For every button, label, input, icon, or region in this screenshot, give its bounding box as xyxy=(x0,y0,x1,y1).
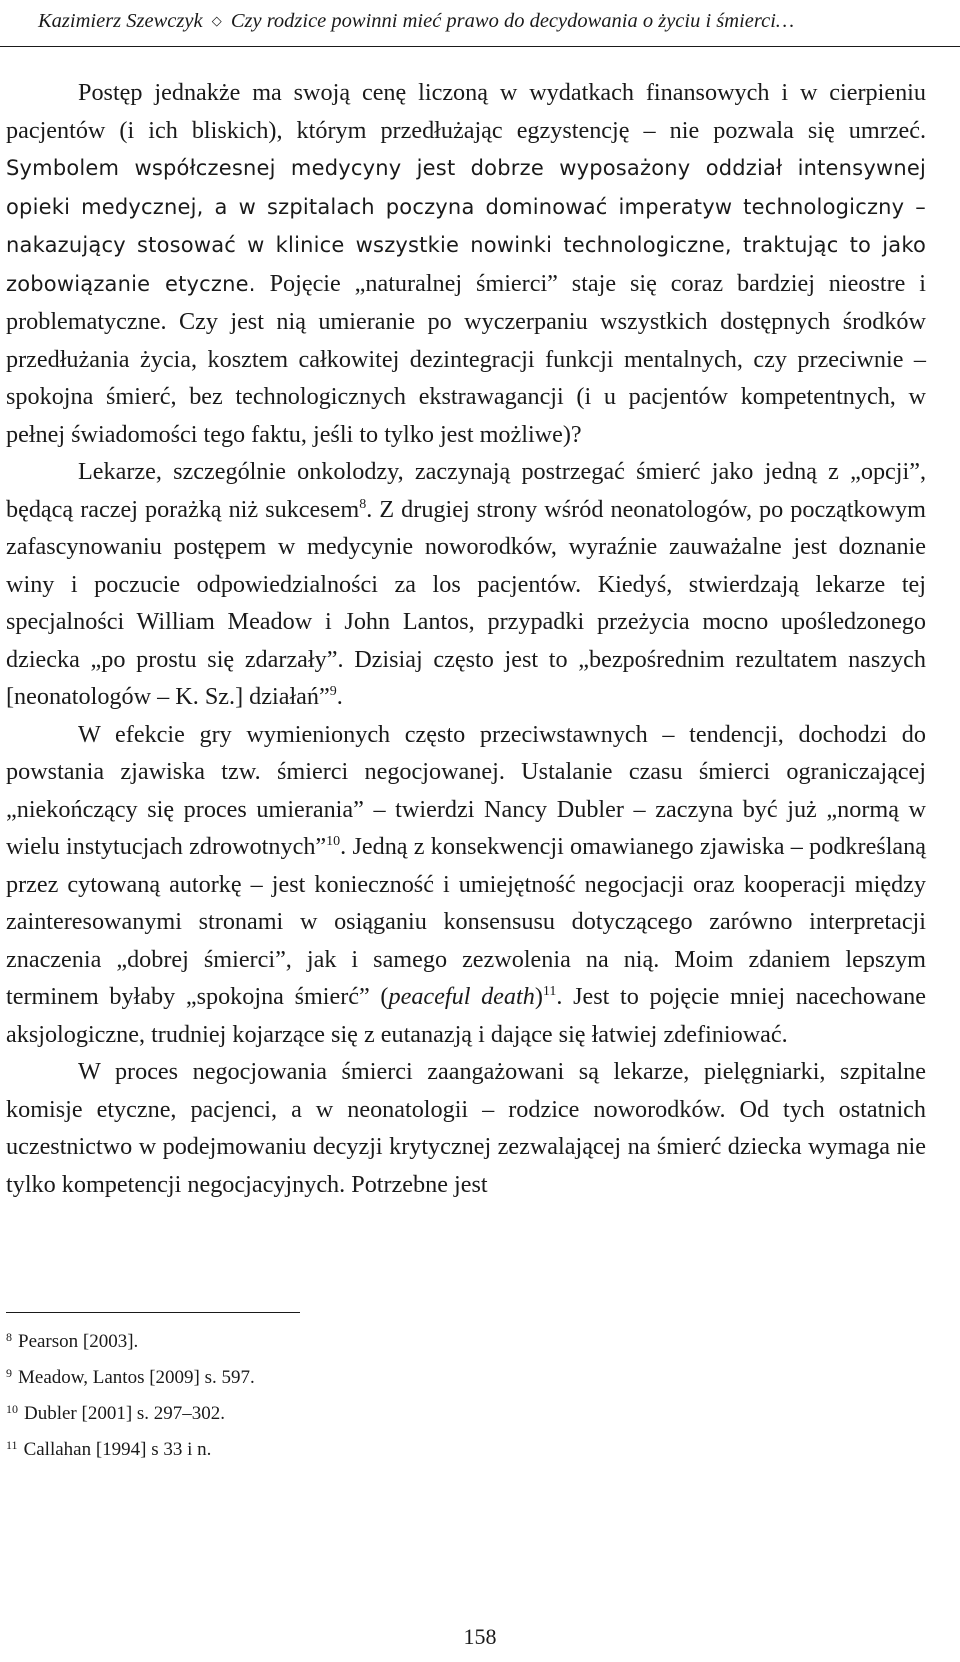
paragraph-1-part-b: Symbolem współczesnej medycyny jest dobrze wyposażony oddział intensywnej opieki medycznej, a w szpitalach poczyna dominować imperatyw technologiczny – nakazujący stosować w klinice wszystkie nowinki technologiczne, traktując to jako zobowiązanie etyczne. xyxy=(6,156,926,296)
footnote-ref-11[interactable]: 11 xyxy=(542,984,557,999)
paragraph-3-italic-term: peaceful death xyxy=(388,983,535,1010)
footnotes xyxy=(6,1330,255,1474)
footnote-number: 8 xyxy=(6,1330,12,1344)
paragraph-1-part-a: Postęp jednakże ma swoją cenę liczoną w wydatkach finansowych i w cierpieniu pacjentów (i ich bliskich), którym przedłużając egzystencję – nie pozwala się umrzeć. xyxy=(6,79,926,144)
header-title: Czy rodzice powinni mieć prawo do decydowania o życiu i śmierci… xyxy=(230,10,795,32)
footnote-number: 10 xyxy=(6,1402,18,1416)
paragraph-2 xyxy=(6,453,926,716)
paragraph-3-part-c: ) xyxy=(534,983,543,1010)
footnote-item xyxy=(6,1402,255,1438)
header-separator: ◇ xyxy=(211,13,222,28)
footnote-ref-8[interactable]: 8 xyxy=(359,496,367,512)
footnote-text: Dubler [2001] s. 297–302. xyxy=(24,1403,226,1424)
paragraph-1 xyxy=(6,74,926,453)
footnote-ref-9[interactable]: 9 xyxy=(329,684,337,699)
footnote-text: Meadow, Lantos [2009] s. 597. xyxy=(18,1367,255,1388)
header-author: Kazimierz Szewczyk xyxy=(38,10,203,32)
paragraph-3-part-a: W efekcie gry wymienionych często przeciwstawnych – tendencji, dochodzi do powstania zjawiska tzw. śmierci negocjowanej. Ustalanie czasu śmierci ograniczającej „niekończący się proces umierania” – twierdzi Nancy Dubler – zaczyna być już „normą w wielu instytucjach zdrowotnych” xyxy=(6,720,926,860)
paragraph-4-text: W proces negocjowania śmierci zaangażowani są lekarze, pielęgniarki, szpitalne komisje etyczne, pacjenci, a w neonatologii – rodzice noworodków. Od tych ostatnich uczestnictwo w podejmowaniu decyzji krytycznej zezwalającej na śmierć dziecka wymaga nie tylko kompetencji negocjacyjnych. Potrzebne jest xyxy=(6,1058,926,1198)
paragraph-3-part-b: . Jedną z konsekwencji omawianego zjawiska – podkreślaną przez cytowaną autorkę – jest konieczność i umiejętność negocjacji oraz kooperacji między zainteresowanymi stronami w osiąganiu konsensusu dotyczącego zarówno interpretacji znaczenia „dobrej śmierci”, jak i samego zezwolenia na nią. Moim zdaniem lepszym terminem byłaby „spokojna śmierć” ( xyxy=(6,833,927,1010)
paragraph-3 xyxy=(6,716,926,1054)
footnote-text: Pearson [2003]. xyxy=(18,1331,139,1352)
footnote-item xyxy=(6,1366,255,1402)
footnote-number: 9 xyxy=(6,1366,12,1380)
paragraph-2-part-b: . Z drugiej strony wśród neonatologów, po początkowym zafascynowaniu postępem w medycynie noworodków, wyraźnie zauważalne jest doznanie winy i poczucie odpowiedzialności za los pacjentów. Kiedyś, stwierdzają lekarze tej specjalności William Meadow i John Lantos, przypadki przeżycia mocno upośledzonego dziecka „po prostu się zdarzały”. Dzisiaj często jest to „bezpośrednim rezultatem naszych [neonatologów – K. Sz.] działań” xyxy=(6,495,926,710)
footnote-item xyxy=(6,1330,255,1366)
footnote-item xyxy=(6,1438,255,1474)
paragraph-3-part-d: . Jest to pojęcie mniej nacechowane aksjologiczne, trudniej kojarzące się z eutanazją i dające się łatwiej zdefiniować. xyxy=(6,983,926,1048)
paragraph-4 xyxy=(6,1053,926,1203)
paragraph-1-part-c: Pojęcie „naturalnej śmierci” staje się coraz bardziej nieostre i problematyczne. Czy jest nią umieranie po wyczerpaniu wszystkich dostępnych środków przedłużania życia, kosztem całkowitej dezintegracji funkcji mentalnych, czy przeciwnie – spokojna śmierć, bez technologicznych ekstrawagancji (i u pacjentów kompetentnych, w pełnej świadomości tego faktu, jeśli to tylko jest możliwe)? xyxy=(6,269,926,448)
page-number: 158 xyxy=(463,1624,497,1649)
paragraph-2-part-c: . xyxy=(336,683,343,710)
running-header-text xyxy=(38,10,794,33)
footnote-text: Callahan [1994] s 33 i n. xyxy=(23,1439,212,1460)
footnote-ref-10[interactable]: 10 xyxy=(326,834,341,849)
footnote-number: 11 xyxy=(6,1438,18,1452)
main-text xyxy=(6,74,926,1203)
footnote-divider xyxy=(6,1312,300,1313)
running-header xyxy=(0,0,960,47)
paragraph-2-part-a: Lekarze, szczególnie onkolodzy, zaczynają postrzegać śmierć jako jedną z „opcji”, będącą raczej porażką niż sukcesem xyxy=(6,458,926,523)
